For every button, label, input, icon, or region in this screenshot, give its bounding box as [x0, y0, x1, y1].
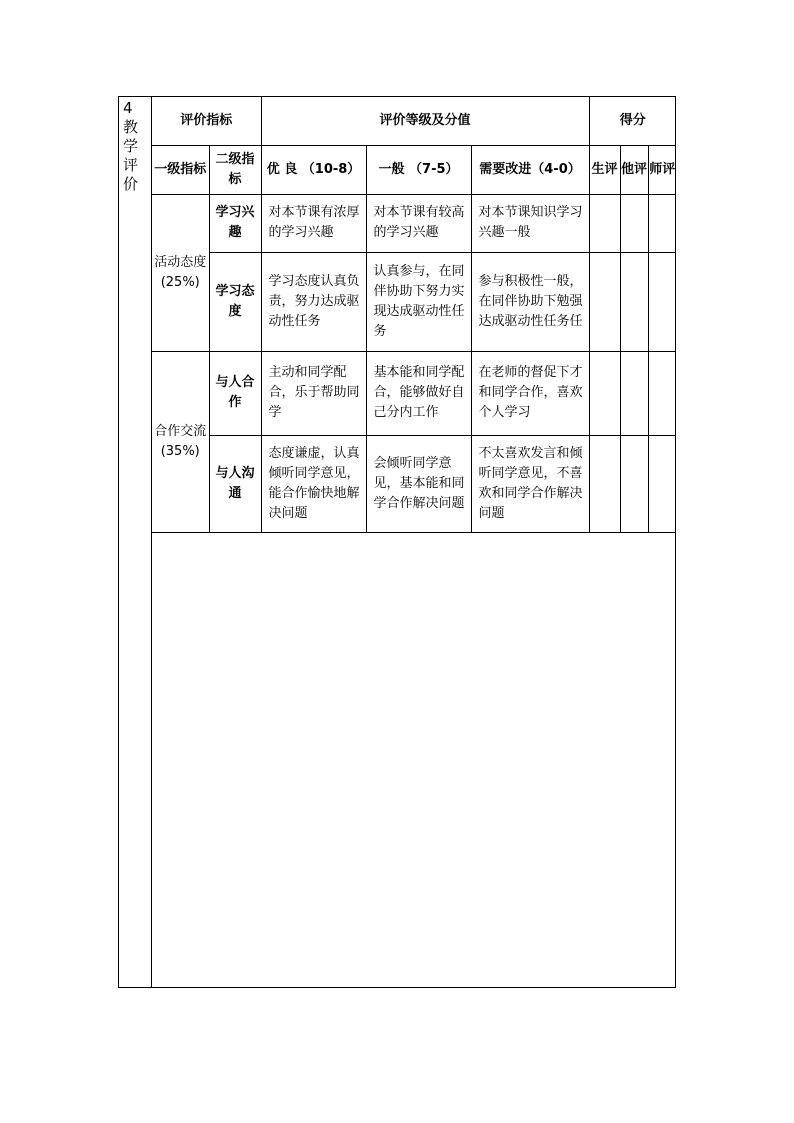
average-cell: 认真参与，在同伴协助下努力实现达成驱动性任务 [366, 252, 471, 351]
level2-cell: 学习态度 [209, 252, 261, 351]
subheader-row [152, 145, 676, 194]
peer-eval-header: 他评 [620, 145, 648, 194]
needs-improvement-cell: 在老师的督促下才和同学合作，喜欢个人学习 [471, 351, 589, 435]
peer-score-cell[interactable] [620, 252, 648, 351]
header-row [152, 97, 676, 145]
table-row [152, 435, 676, 532]
average-cell: 对本节课有较高的学习兴趣 [366, 194, 471, 252]
score-header: 得分 [589, 97, 676, 145]
excellent-cell: 对本节课有浓厚的学习兴趣 [261, 194, 366, 252]
teacher-score-cell[interactable] [648, 252, 676, 351]
level1-header: 一级指标 [152, 145, 209, 194]
self-eval-header: 生评 [589, 145, 620, 194]
excellent-cell: 主动和同学配合，乐于帮助同学 [261, 351, 366, 435]
teacher-score-cell[interactable] [648, 194, 676, 252]
table-row [152, 351, 676, 435]
excellent-cell: 学习态度认真负责，努力达成驱动性任务 [261, 252, 366, 351]
side-column [119, 97, 152, 987]
excellent-cell: 态度谦虚，认真倾听同学意见，能合作愉快地解决问题 [261, 435, 366, 532]
needs-improvement-header: 需要改进（4-0） [471, 145, 589, 194]
grades-header: 评价等级及分值 [261, 97, 589, 145]
average-cell: 基本能和同学配合，能够做好自己分内工作 [366, 351, 471, 435]
teacher-score-cell[interactable] [648, 435, 676, 532]
self-score-cell[interactable] [589, 351, 620, 435]
indicators-header: 评价指标 [152, 97, 261, 145]
peer-score-cell[interactable] [620, 435, 648, 532]
needs-improvement-cell: 不太喜欢发言和倾听同学意见，不喜欢和同学合作解决问题 [471, 435, 589, 532]
needs-improvement-cell: 参与积极性一般，在同伴协助下勉强达成驱动性任务任 [471, 252, 589, 351]
evaluation-form [118, 96, 676, 988]
average-cell: 会倾听同学意见，基本能和同学合作解决问题 [366, 435, 471, 532]
peer-score-cell[interactable] [620, 351, 648, 435]
side-label: 4教学评价 [123, 99, 139, 193]
level2-cell: 与人沟通 [209, 435, 261, 532]
level1-cell: 合作交流(35%) [152, 351, 209, 532]
level1-cell: 活动态度(25%) [152, 194, 209, 351]
level2-cell: 与人合作 [209, 351, 261, 435]
self-score-cell[interactable] [589, 194, 620, 252]
level2-cell: 学习兴趣 [209, 194, 261, 252]
level2-header: 二级指标 [209, 145, 261, 194]
table-row [152, 194, 676, 252]
average-header: 一般 （7-5） [366, 145, 471, 194]
teacher-eval-header: 师评 [648, 145, 676, 194]
peer-score-cell[interactable] [620, 194, 648, 252]
needs-improvement-cell: 对本节课知识学习兴趣一般 [471, 194, 589, 252]
excellent-header: 优 良 （10-8） [261, 145, 366, 194]
self-score-cell[interactable] [589, 435, 620, 532]
table-row [152, 252, 676, 351]
evaluation-table [152, 97, 676, 533]
self-score-cell[interactable] [589, 252, 620, 351]
teacher-score-cell[interactable] [648, 351, 676, 435]
